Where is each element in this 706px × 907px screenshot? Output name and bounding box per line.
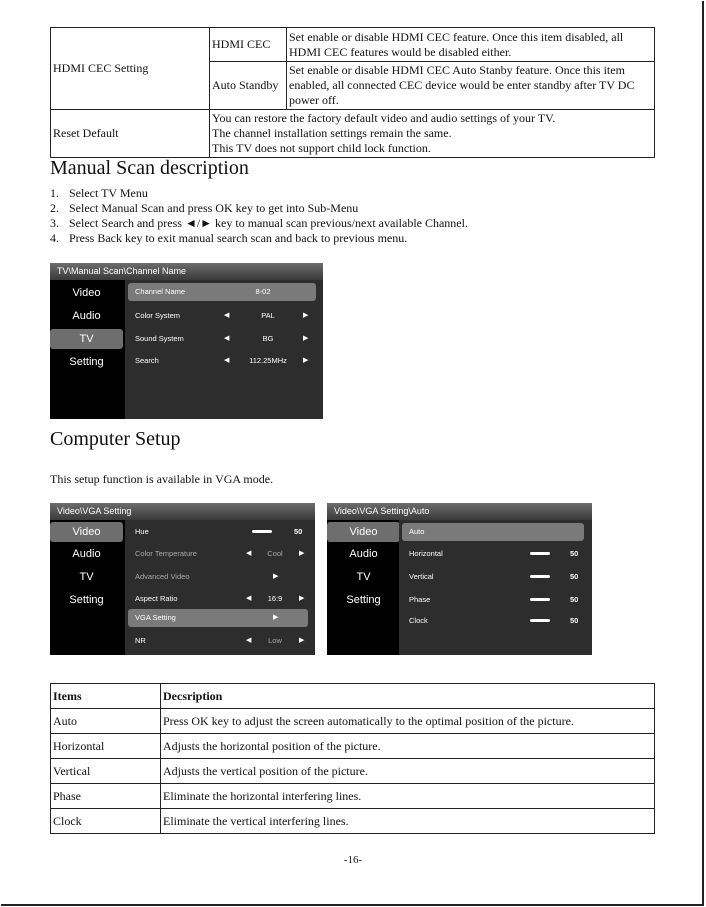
step-item: 3. Select Search and press ◄/► key to manual scan previous/next available Channel. bbox=[50, 216, 468, 230]
sidebar-item-setting[interactable]: Setting bbox=[346, 594, 381, 606]
cell-auto-standby: Auto Standby bbox=[210, 62, 287, 110]
menu-row-aspect-ratio[interactable]: Aspect Ratio ◀ 16:9 ▶ bbox=[128, 590, 312, 608]
step-item: 1. Select TV Menu bbox=[50, 186, 148, 200]
menu-row-advanced-video[interactable]: Advanced Video ▶ bbox=[128, 568, 312, 586]
sidebar-item-tv[interactable]: TV bbox=[356, 571, 371, 583]
menu-panel bbox=[125, 280, 323, 419]
menu-row-clock[interactable]: Clock 50 bbox=[409, 616, 579, 625]
menu-row-nr[interactable]: NR ◀ Low ▶ bbox=[128, 632, 312, 650]
menu-row-color-temperature[interactable]: Color Temperature ◀ Cool ▶ bbox=[128, 545, 312, 563]
right-arrow-icon[interactable]: ▶ bbox=[299, 550, 305, 557]
menu-row-sound-system[interactable]: Sound System ◀ BG ▶ bbox=[128, 330, 316, 348]
clock-slider[interactable] bbox=[530, 619, 550, 622]
menu-row-vga-setting[interactable]: VGA Setting ▶ bbox=[128, 609, 308, 627]
manual-scan-heading: Manual Scan description bbox=[50, 157, 249, 179]
right-arrow-icon[interactable]: ▶ bbox=[299, 637, 305, 644]
manual-scan-steps bbox=[50, 186, 468, 246]
vga-setting-screen bbox=[50, 503, 315, 655]
computer-setup-heading: Computer Setup bbox=[50, 428, 181, 450]
left-arrow-icon[interactable]: ◀ bbox=[246, 637, 252, 644]
table-row: Auto Press OK key to adjust the screen automatically to the optimal position of the picture. bbox=[51, 709, 655, 734]
breadcrumb: Video\VGA Setting\Auto bbox=[327, 503, 592, 520]
menu-row-channel-name[interactable]: Channel Name 8-02 bbox=[128, 283, 316, 301]
sidebar-item-audio[interactable]: Audio bbox=[349, 548, 378, 560]
right-arrow-icon[interactable]: ▶ bbox=[273, 573, 279, 580]
menu-sidebar bbox=[50, 280, 125, 419]
sidebar-item-tv[interactable]: TV bbox=[79, 571, 94, 583]
page-number: -16- bbox=[343, 854, 363, 866]
menu-row-hue[interactable]: Hue 50 bbox=[135, 527, 303, 536]
menu-panel bbox=[125, 520, 315, 655]
step-item: 2. Select Manual Scan and press OK key to get into Sub-Menu bbox=[50, 201, 359, 215]
right-arrow-icon[interactable]: ▶ bbox=[299, 595, 305, 602]
sidebar-item-video[interactable]: Video bbox=[72, 287, 101, 299]
reset-line-3: This TV does not support child lock function. bbox=[212, 141, 431, 155]
cell-reset-default: Reset Default bbox=[51, 110, 210, 158]
header-description: Decsription bbox=[161, 684, 655, 709]
sidebar-item-video[interactable]: Video bbox=[327, 522, 400, 542]
left-arrow-icon[interactable]: ◀ bbox=[224, 357, 230, 364]
hue-slider[interactable] bbox=[252, 530, 272, 533]
menu-row-search[interactable]: Search ◀ 112.25MHz ▶ bbox=[128, 352, 316, 370]
cell-hdmi-cec: HDMI CEC bbox=[210, 28, 287, 62]
table-row: Horizontal Adjusts the horizontal position of the picture. bbox=[51, 734, 655, 759]
sidebar-item-audio[interactable]: Audio bbox=[72, 548, 101, 560]
horizontal-slider[interactable] bbox=[530, 552, 550, 555]
vga-auto-screen bbox=[327, 503, 592, 655]
left-arrow-icon[interactable]: ◀ bbox=[246, 550, 252, 557]
right-arrow-icon[interactable]: ▶ bbox=[303, 357, 309, 364]
cell-reset-default-desc bbox=[210, 110, 655, 158]
sidebar-item-setting[interactable]: Setting bbox=[69, 356, 104, 368]
cec-settings-table bbox=[50, 27, 655, 158]
vertical-slider[interactable] bbox=[530, 575, 550, 578]
right-arrow-icon[interactable]: ▶ bbox=[303, 335, 309, 342]
left-arrow-icon[interactable]: ◀ bbox=[224, 335, 230, 342]
breadcrumb: Video\VGA Setting bbox=[50, 503, 315, 520]
menu-row-color-system[interactable]: Color System ◀ PAL ▶ bbox=[128, 307, 316, 325]
menu-row-phase[interactable]: Phase 50 bbox=[409, 595, 579, 604]
sidebar-item-audio[interactable]: Audio bbox=[72, 310, 101, 322]
menu-row-horizontal[interactable]: Horizontal 50 bbox=[409, 549, 579, 558]
left-arrow-icon[interactable]: ◀ bbox=[224, 312, 230, 319]
sidebar-item-tv[interactable]: TV bbox=[50, 329, 123, 349]
reset-line-1: You can restore the factory default video and audio settings of your TV. bbox=[212, 111, 556, 125]
table-row: Vertical Adjusts the vertical position of the picture. bbox=[51, 759, 655, 784]
right-arrow-icon[interactable]: ▶ bbox=[273, 614, 279, 621]
cell-hdmi-cec-desc: Set enable or disable HDMI CEC feature. Once this item disabled, all HDMI CEC features would be disabled either. bbox=[287, 28, 655, 62]
left-arrow-icon[interactable]: ◀ bbox=[246, 595, 252, 602]
sidebar-item-setting[interactable]: Setting bbox=[69, 594, 104, 606]
breadcrumb: TV\Manual Scan\Channel Name bbox=[50, 263, 323, 280]
table-row: Phase Eliminate the horizontal interfering lines. bbox=[51, 784, 655, 809]
sidebar-item-video[interactable]: Video bbox=[50, 522, 123, 542]
header-items: Items bbox=[51, 684, 161, 709]
menu-row-auto[interactable]: Auto bbox=[402, 523, 584, 541]
table-row: Clock Eliminate the vertical interfering lines. bbox=[51, 809, 655, 834]
menu-sidebar bbox=[50, 520, 125, 655]
cell-hdmi-cec-setting: HDMI CEC Setting bbox=[51, 28, 210, 110]
computer-setup-intro: This setup function is available in VGA mode. bbox=[50, 472, 274, 486]
tv-manual-scan-screen bbox=[50, 263, 323, 419]
vga-items-table bbox=[50, 683, 655, 834]
step-item: 4. Press Back key to exit manual search scan and back to previous menu. bbox=[50, 231, 408, 245]
cell-auto-standby-desc: Set enable or disable HDMI CEC Auto Stanby feature. Once this item enabled, all connected CEC device would be enter standby after TV DC power off. bbox=[287, 62, 655, 110]
menu-panel bbox=[399, 520, 592, 655]
phase-slider[interactable] bbox=[530, 598, 550, 601]
right-arrow-icon[interactable]: ▶ bbox=[303, 312, 309, 319]
menu-row-vertical[interactable]: Vertical 50 bbox=[409, 572, 579, 581]
channel-name-value: 8-02 bbox=[255, 287, 271, 296]
reset-line-2: The channel installation settings remain the same. bbox=[212, 126, 452, 140]
menu-sidebar bbox=[327, 520, 402, 655]
